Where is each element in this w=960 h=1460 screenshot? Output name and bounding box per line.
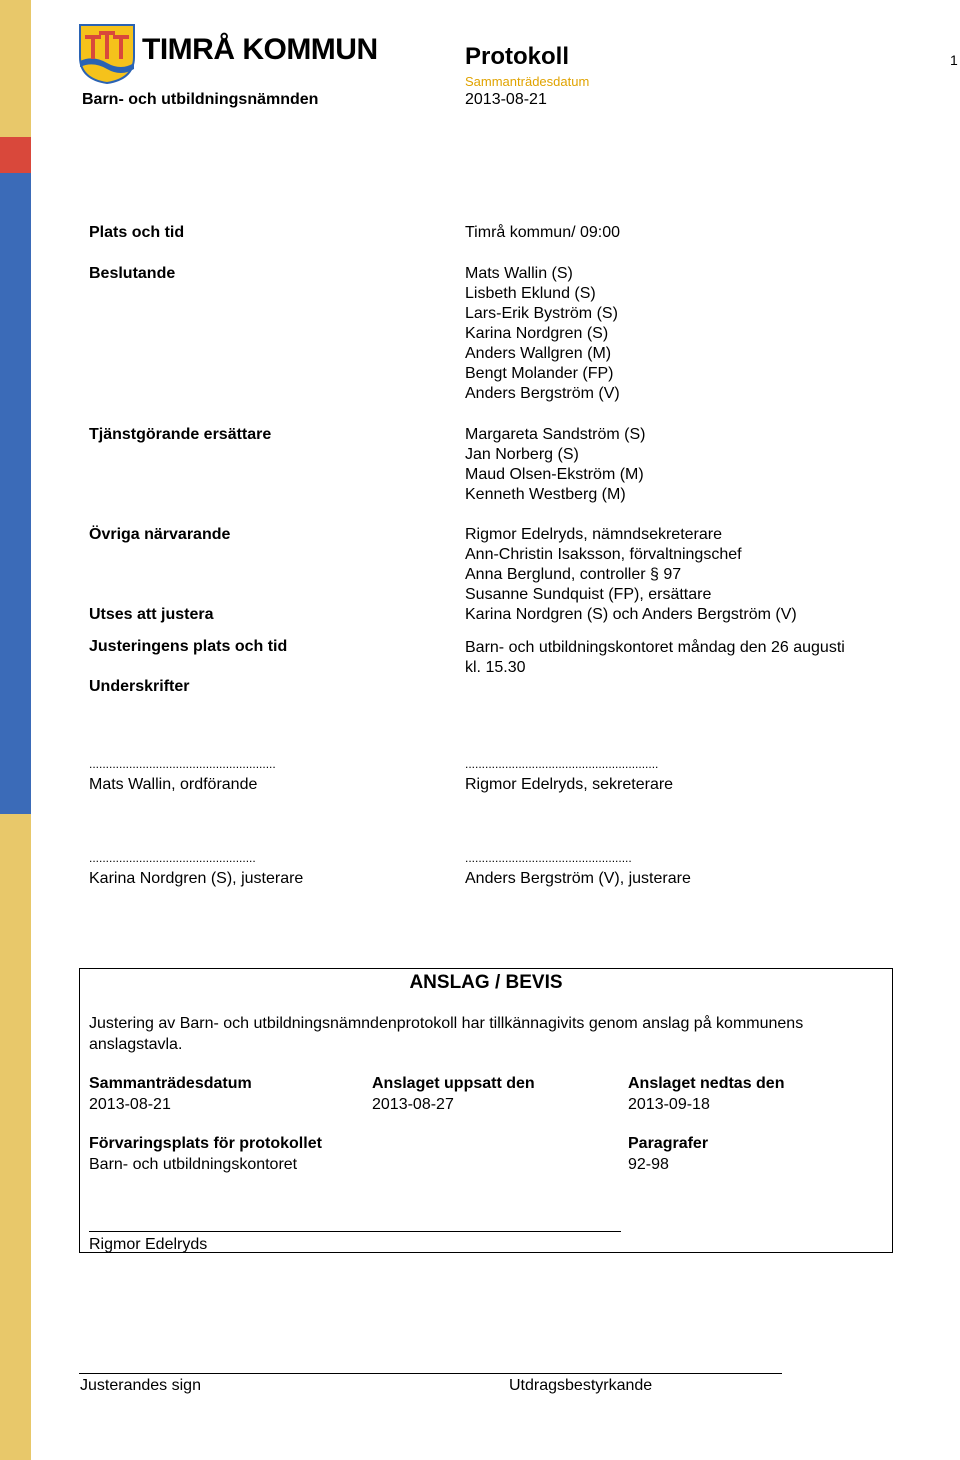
footer-rule [79, 1373, 782, 1374]
adjust-value: Karina Nordgren (S) och Anders Bergström (V) [465, 606, 797, 623]
adjust-label: Utses att justera [89, 606, 214, 623]
posted-value: 2013-08-27 [372, 1096, 454, 1113]
list-item: Susanne Sundquist (FP), ersättare [465, 586, 712, 603]
storage-label: Förvaringsplats för protokollet [89, 1135, 322, 1152]
decision-members-list [465, 264, 620, 404]
notice-text-line1: Justering av Barn- och utbildningsnämndenprotokoll har tillkännagivits genom anslag på kommunens [89, 1015, 804, 1032]
signature-line: ........................................................ [89, 757, 276, 771]
side-stripe-yellow-bottom [0, 814, 31, 1460]
paragraphs-value: 92-98 [628, 1156, 669, 1173]
signature-adjuster-2: Anders Bergström (V), justerare [465, 870, 691, 887]
place-value: Timrå kommun/ 09:00 [465, 224, 621, 241]
list-item: Anders Wallgren (M) [465, 345, 612, 362]
paragraphs-label: Paragrafer [628, 1135, 709, 1152]
notice-box [79, 968, 893, 1253]
list-item: Anna Berglund, controller § 97 [465, 566, 682, 583]
signature-rule [89, 1231, 621, 1232]
date-label: Sammanträdesdatum [465, 74, 590, 89]
substitutes-label: Tjänstgörande ersättare [89, 426, 272, 443]
notice-text-line2: anslagstavla. [89, 1036, 183, 1053]
list-item: Rigmor Edelryds, nämndsekreterare [465, 526, 722, 543]
logo-text: TIMRÅ KOMMUN [142, 33, 378, 66]
footer-extract-certification: Utdragsbestyrkande [509, 1377, 653, 1394]
notice-signer: Rigmor Edelryds [89, 1236, 208, 1253]
list-item: Lisbeth Eklund (S) [465, 285, 596, 302]
adjust-place-line2: kl. 15.30 [465, 659, 526, 676]
list-item: Kenneth Westberg (M) [465, 486, 626, 503]
notice-date-value: 2013-08-21 [89, 1096, 171, 1113]
list-item: Ann-Christin Isaksson, förvaltningschef [465, 546, 742, 563]
adjust-place-label: Justeringens plats och tid [89, 638, 288, 655]
signature-secretary: Rigmor Edelryds, sekreterare [465, 776, 674, 793]
list-item: Mats Wallin (S) [465, 265, 573, 282]
footer-adjuster-sign: Justerandes sign [80, 1377, 201, 1394]
side-stripe-blue [0, 173, 31, 814]
removed-value: 2013-09-18 [628, 1096, 710, 1113]
place-label: Plats och tid [89, 224, 185, 241]
list-item: Bengt Molander (FP) [465, 365, 614, 382]
list-item: Anders Bergström (V) [465, 385, 620, 402]
page-number: 1 [950, 52, 958, 68]
list-item: Jan Norberg (S) [465, 446, 579, 463]
municipality-logo [78, 23, 378, 85]
posted-label: Anslaget uppsatt den [372, 1075, 535, 1092]
meeting-date: 2013-08-21 [465, 91, 547, 108]
notice-date-label: Sammanträdesdatum [89, 1075, 252, 1092]
list-item: Lars-Erik Byström (S) [465, 305, 618, 322]
substitutes-list [465, 425, 646, 505]
list-item: Karina Nordgren (S) [465, 325, 609, 342]
side-stripe-yellow-top [0, 0, 31, 137]
side-stripe-red [0, 137, 31, 173]
signature-adjuster-1: Karina Nordgren (S), justerare [89, 870, 304, 887]
committee-name: Barn- och utbildningsnämnden [82, 91, 319, 108]
others-list [465, 525, 742, 605]
removed-label: Anslaget nedtas den [628, 1075, 785, 1092]
adjust-place-line1: Barn- och utbildningskontoret måndag den 26 augusti [465, 639, 845, 656]
signature-chair: Mats Wallin, ordförande [89, 776, 258, 793]
notice-title: ANSLAG / BEVIS [409, 972, 563, 993]
list-item: Margareta Sandström (S) [465, 426, 646, 443]
storage-value: Barn- och utbildningskontoret [89, 1156, 298, 1173]
decision-label: Beslutande [89, 265, 176, 282]
signature-line: .................................................. [89, 851, 256, 865]
signatures-label: Underskrifter [89, 678, 190, 695]
signature-line: .......................................................... [465, 757, 659, 771]
signature-line: .................................................. [465, 851, 632, 865]
document-title: Protokoll [465, 43, 570, 70]
others-label: Övriga närvarande [89, 526, 231, 543]
list-item: Maud Olsen-Ekström (M) [465, 466, 644, 483]
